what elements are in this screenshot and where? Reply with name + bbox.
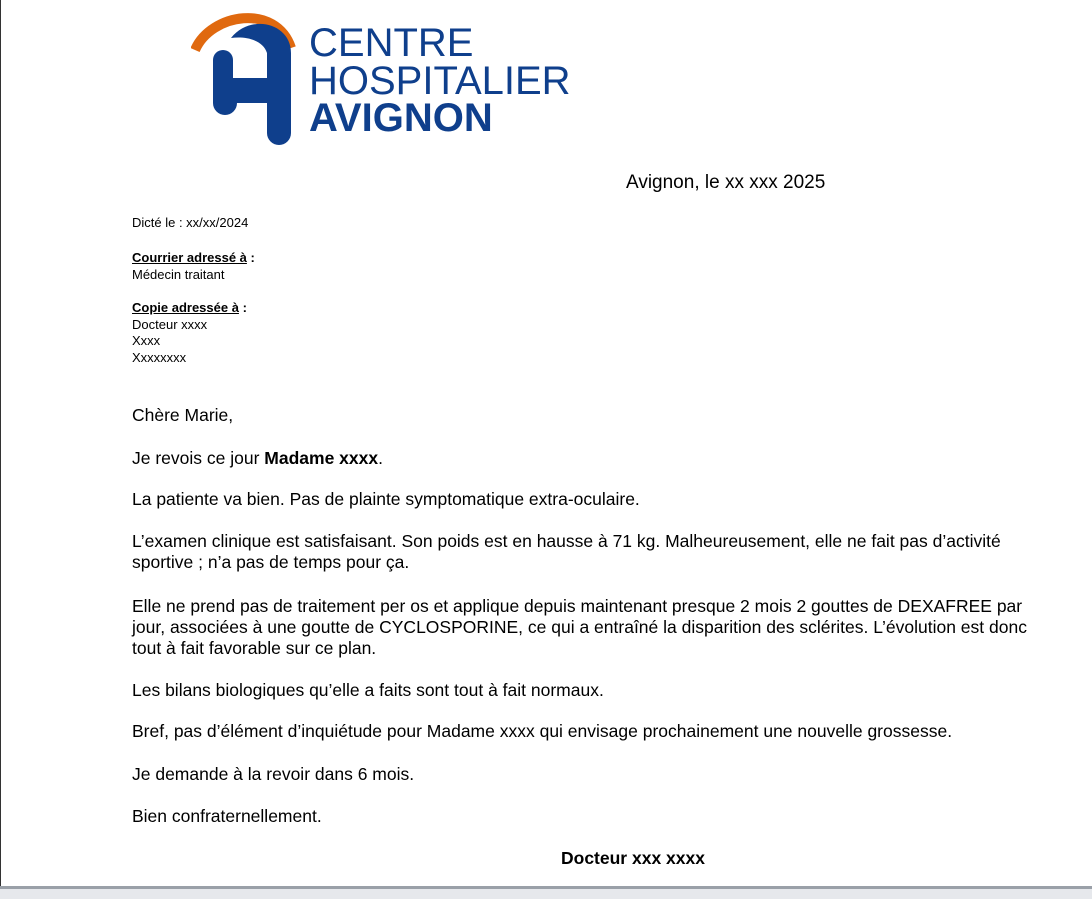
- label-suffix: :: [238, 300, 247, 315]
- copy-recipient: Xxxx: [132, 333, 161, 349]
- text: .: [378, 448, 383, 468]
- label-suffix: :: [246, 250, 255, 265]
- text: Je revois ce jour: [132, 448, 265, 468]
- paragraph: L’examen clinique est satisfaisant. Son poids est en hausse à 71 kg. Malheureusement, elle ne fait pas d’activité sportive ; n’a pas de temps pour ça.: [132, 531, 1001, 572]
- copy-recipient: Docteur xxxx: [132, 316, 208, 332]
- closing: Bien confraternellement.: [132, 806, 322, 826]
- signature: Docteur xxx xxxx: [561, 848, 705, 868]
- copy-to-label: Copie adressée à: [132, 300, 239, 315]
- paragraph: La patiente va bien. Pas de plainte symptomatique extra-oculaire.: [132, 489, 640, 509]
- greeting: Chère Marie,: [132, 405, 234, 425]
- paragraph: Les bilans biologiques qu’elle a faits sont tout à fait normaux.: [132, 680, 604, 700]
- svg-text:CENTRE: CENTRE: [309, 21, 474, 65]
- hospital-logo: [191, 8, 591, 148]
- dictated-date: Dicté le : xx/xx/2024: [132, 215, 249, 230]
- addressed-to-block: [132, 250, 255, 283]
- addressed-to-label: Courrier adressé à: [132, 250, 247, 265]
- date-line: Avignon, le xx xxx 2025: [626, 172, 826, 193]
- svg-text:AVIGNON: AVIGNON: [309, 96, 493, 140]
- paragraph: Bref, pas d’élément d’inquiétude pour Madame xxxx qui envisage prochainement une nouvelle grossesse.: [132, 721, 953, 741]
- paragraph: [132, 448, 1032, 469]
- viewer-bottom-bar: [0, 886, 1092, 899]
- paragraph: Elle ne prend pas de traitement per os et applique depuis maintenant presque 2 mois 2 gouttes de DEXAFREE par jour, associées à une goutte de CYCLOSPORINE, ce qui a entraîné la disparition des sclérites. L’évolution est donc tout à fait favorable sur ce plan.: [132, 596, 1027, 658]
- copy-to-block: [132, 300, 247, 366]
- patient-name: Madame xxxx: [264, 448, 379, 468]
- paragraph: Je demande à la revoir dans 6 mois.: [132, 764, 415, 784]
- addressed-to-value: Médecin traitant: [132, 266, 225, 282]
- svg-text:HOSPITALIER: HOSPITALIER: [309, 59, 571, 103]
- copy-recipient: Xxxxxxxx: [132, 349, 187, 365]
